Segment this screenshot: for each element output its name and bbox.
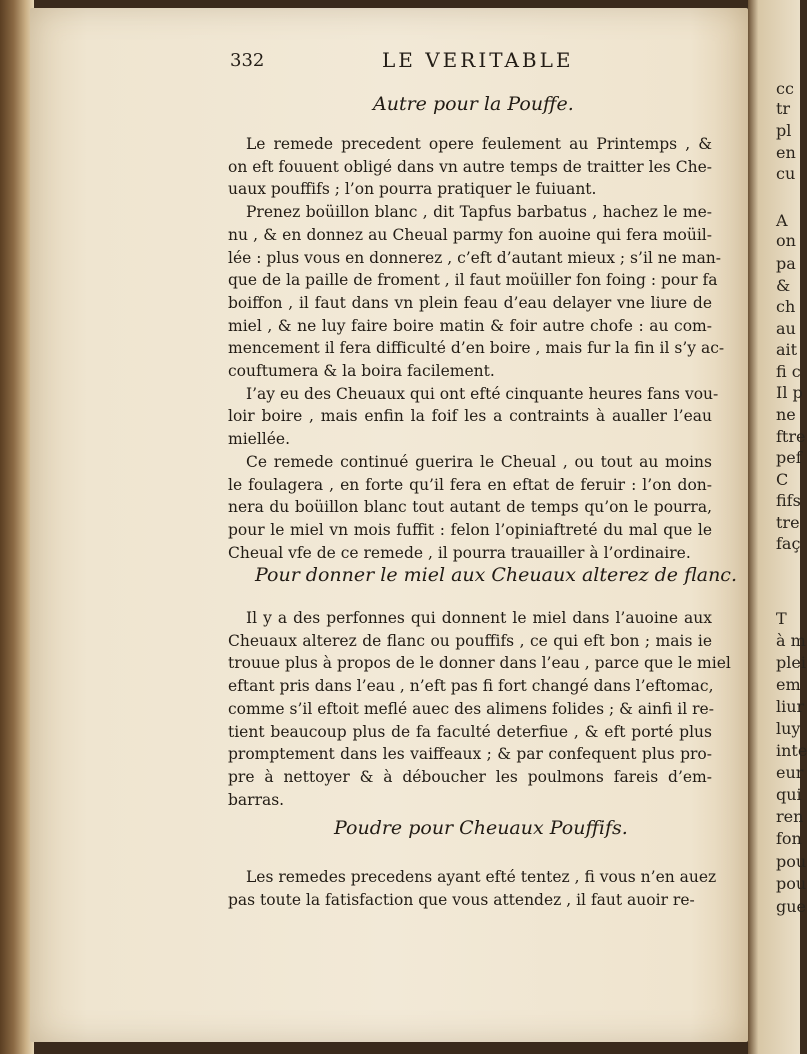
text-line: Ce remede continué guerira le Cheual , ou tout au moins [246,452,712,471]
facing-page-fragment: faç [776,534,801,553]
facing-page-edge [748,0,807,1054]
facing-page-fragment: pl [776,121,792,140]
text-line: pour le miel vn mois fuffit : felon l’opiniaftreté du mal que le [228,520,712,539]
facing-page-fragment: eur [776,763,804,782]
facing-page-fragment: Il p [776,383,803,402]
facing-page-fragment: C [776,470,789,489]
facing-page-fragment: T [776,609,787,628]
book-binding [0,0,34,1054]
text-line: Cheuaux alterez de flanc ou pouffifs , ce qui eft bon ; mais ie [228,631,712,650]
section-title: Poudre pour Cheuaux Pouffifs. [334,817,628,839]
facing-page-fragment: plei [776,653,806,672]
facing-page-fragment: liur [776,697,805,716]
facing-page-fragment: luy [776,719,801,738]
facing-page-fragment: tre [776,513,800,532]
facing-page-fragment: pou [776,852,807,871]
facing-page-fragment: pou [776,874,807,893]
facing-page-fragment: au [776,319,796,338]
text-line: Les remedes precedens ayant efté tentez , fi vous n’en auez [246,868,717,886]
section-body [228,607,731,811]
facing-page-fragment: qui [776,785,802,804]
facing-page-fragment: fi c [776,362,801,381]
facing-page-fragment: gue [776,897,807,916]
facing-page-fragment: tr [776,99,791,118]
facing-page-fragment: pa [776,254,796,273]
page-number: 332 [230,50,265,71]
text-line: couftumera & la boira facilement. [228,362,495,381]
facing-page-fragment: inte [776,741,807,760]
facing-page-fragment: pef [776,448,802,467]
text-line: Prenez boüillon blanc , dit Tapfus barbatus , hachez le me- [246,203,712,222]
facing-page-fragment: & [776,276,791,295]
text-line: pre à nettoyer & à déboucher les poulmons fareis d’em- [228,767,712,786]
text-line: lée : plus vous en donnerez , c’eft d’autant mieux ; s’il ne man- [228,248,722,267]
text-line: loir boire , mais enfin la foif les a contraints à aualler l’eau [228,407,712,426]
text-line: I’ay eu des Cheuaux qui ont efté cinquante heures fans vou- [246,384,719,403]
text-line: miellée. [228,430,291,449]
text-line: Le remede precedent opere feulement au Printemps , & [246,135,712,153]
facing-page-fragment: ch [776,297,796,316]
section-title: Pour donner le miel aux Cheuaux alterez de flanc. [255,564,737,586]
facing-page-fragment: ait [776,340,798,359]
facing-page-fragment: A [776,211,788,230]
text-line: promptement dans les vaiffeaux ; & par confequent plus pro- [228,745,712,764]
text-line: comme s’il eftoit meflé auec des alimens folides ; & ainfi il re- [228,699,714,718]
facing-page-fragment: on [776,231,796,250]
text-line: trouue plus à propos de le donner dans l’eau , parce que le miel [228,654,731,673]
section-body [228,133,725,564]
text-line: mencement il fera difficulté d’en boire , mais fur la fin il s’y ac- [228,339,725,358]
text-line: Cheual vfe de ce remede , il pourra trauailler à l’ordinaire. [228,543,691,562]
facing-page-fragment: ren [776,807,804,826]
text-line: boiffon , il faut dans vn plein feau d’eau delayer vne liure de [228,293,712,312]
text-line: Il y a des perfonnes qui donnent le miel dans l’auoine aux [246,609,712,627]
text-line: que de la paille de froment , il faut moüiller fon foing : pour fa [228,271,718,290]
facing-page-fragment: ne [776,405,796,424]
facing-page-fragment: fon [776,829,802,848]
text-line: uaux pouffifs ; l’on pourra pratiquer le fuiuant. [228,180,597,199]
text-line: miel , & ne luy faire boire matin & foir autre chofe : au com- [228,316,712,335]
page-header [230,48,710,78]
facing-page-fragment: en [776,143,796,162]
section-body [228,866,717,911]
facing-page-fragment: cu [776,164,796,183]
text-line: pas toute la fatisfaction que vous attendez , il faut auoir re- [228,890,695,909]
text-line: on eft fouuent obligé dans vn autre temps de traitter les Che- [228,157,712,176]
facing-page-fragment: cc [776,79,794,98]
text-line: nu , & en donnez au Cheual parmy fon auoine qui fera moüil- [228,225,712,244]
facing-page-fragment: à m [776,631,806,650]
text-line: le foulagera , en forte qu’il fera en eftat de feruir : l’on don- [228,475,712,494]
facing-page-fragment: fifs [776,491,801,510]
text-line: nera du boüillon blanc tout autant de temps qu’on le pourra, [228,498,712,517]
text-line: eftant pris dans l’eau , n’eft pas fi fort changé dans l’eftomac, [228,677,714,696]
running-head: LE VERITABLE [382,48,574,72]
facing-page-fragment: em [776,675,801,694]
facing-page-fragment: ftre [776,427,806,446]
section-title: Autre pour la Pouffe. [373,93,574,115]
text-line: tient beaucoup plus de fa faculté deterfiue , & eft porté plus [228,722,712,741]
text-line: barras. [228,790,285,809]
